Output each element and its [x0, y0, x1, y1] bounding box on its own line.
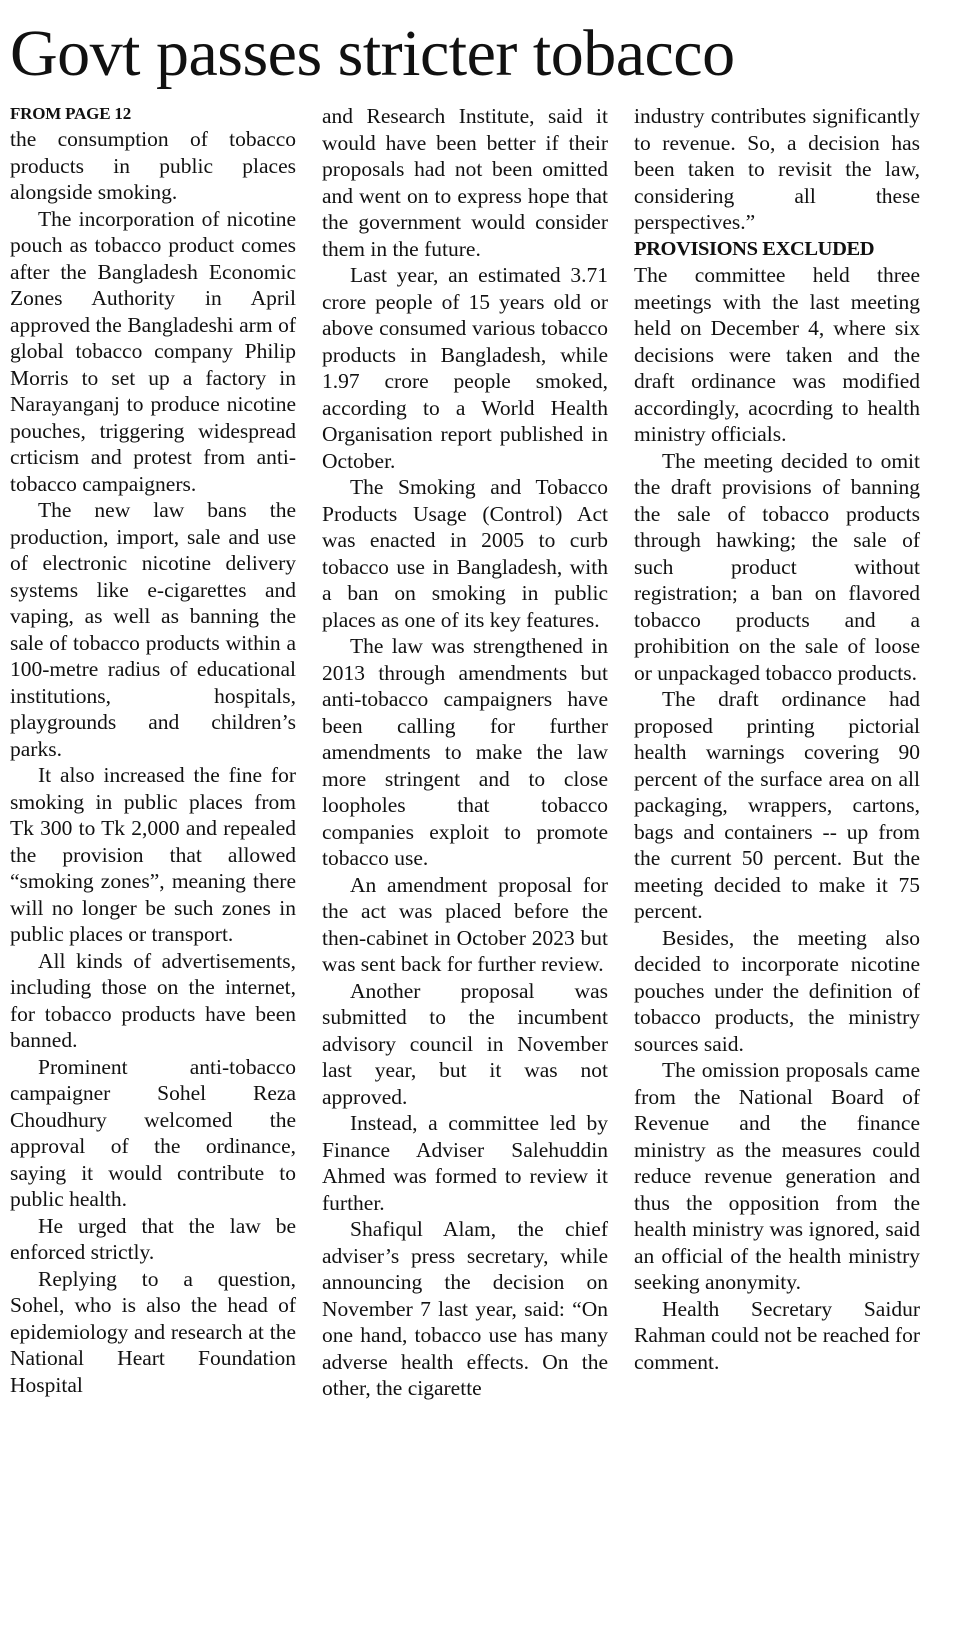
paragraph: An amendment proposal for the act was placed before the then-cabinet in October 2023 but was sent back for further review. [322, 872, 608, 976]
paragraph: Last year, an estimated 3.71 crore people of 15 years old or above consumed various tobacco products in Bangladesh, while 1.97 crore people smoked, according to a World Health Organisation report published in October. [322, 263, 608, 473]
article-column-2 [322, 103, 608, 1402]
article-column-3 [634, 103, 920, 1375]
section-subhead: PROVISIONS EXCLUDED [634, 237, 875, 260]
paragraph: Replying to a question, Sohel, who is also the head of epidemiology and research at the National Heart Foundation Hospital [10, 1266, 296, 1397]
paragraph: All kinds of advertisements, including those on the internet, for tobacco products have been banned. [10, 948, 296, 1052]
paragraph: The omission proposals came from the National Board of Revenue and the finance ministry as the measures could reduce revenue generation and thus the opposition from the health ministry was ignored, said an official of the health ministry seeking anonymity. [634, 1058, 920, 1294]
paragraph: The law was strengthened in 2013 through amendments but anti-tobacco campaigners have been calling for further amendments to make the law more stringent and to close loopholes that tobacco companies exploit to promote tobacco use. [322, 634, 608, 870]
paragraph: Prominent anti-tobacco campaigner Sohel Reza Choudhury welcomed the approval of the ordinance, saying it would contribute to public health. [10, 1054, 296, 1211]
paragraph: Another proposal was submitted to the incumbent advisory council in November last year, but it was not approved. [322, 978, 608, 1109]
paragraph: Health Secretary Saidur Rahman could not be reached for comment. [634, 1296, 920, 1374]
paragraph: Shafiqul Alam, the chief adviser’s press secretary, while announcing the decision on November 7 last year, said: “On one hand, tobacco use has many adverse health effects. On the other, the cigarette [322, 1217, 608, 1400]
paragraph: The incorporation of nicotine pouch as tobacco product comes after the Bangladesh Economic Zones Authority in April approved the Bangladeshi arm of global tobacco company Philip Morris to set up a factory in Narayanganj to produce nicotine pouches, triggering widespread crticism and protest from anti-tobacco campaigners. [10, 206, 296, 496]
paragraph: Instead, a committee led by Finance Adviser Salehuddin Ahmed was formed to review it further. [322, 1111, 608, 1215]
article-column-1 [10, 103, 296, 1398]
paragraph: Besides, the meeting also decided to incorporate nicotine pouches under the definition of tobacco products, the ministry sources said. [634, 925, 920, 1056]
paragraph: It also increased the fine for smoking in public places from Tk 300 to Tk 2,000 and repealed the provision that allowed “smoking zones”, meaning there will no longer be such zones in public places or transport. [10, 763, 296, 946]
headline: Govt passes stricter tobacco [10, 17, 735, 90]
paragraph: The committee held three meetings with the last meeting held on December 4, where six decisions were taken and the draft ordinance was modified accordingly, acocrding to health ministry officials. [634, 263, 920, 446]
jump-label: FROM PAGE 12 [10, 104, 131, 123]
paragraph: the consumption of tobacco products in public places alongside smoking. [10, 127, 296, 204]
paragraph: The new law bans the production, import, sale and use of electronic nicotine delivery systems like e-cigarettes and vaping, as well as banning the sale of tobacco products within a 100-metre radius of educational institutions, hospitals, playgrounds and children’s parks. [10, 498, 296, 761]
paragraph: The meeting decided to omit the draft provisions of banning the sale of tobacco products through hawking; the sale of such product without registration; a ban on flavored tobacco products and a prohibition on the sale of loose or unpackaged tobacco products. [634, 448, 920, 685]
paragraph: The Smoking and Tobacco Products Usage (Control) Act was enacted in 2005 to curb tobacco use in Bangladesh, with a ban on smoking in public places as one of its key features. [322, 475, 608, 632]
paragraph: He urged that the law be enforced strictly. [10, 1213, 296, 1264]
paragraph: industry contributes significantly to revenue. So, a decision has been taken to revisit the law, considering all these perspectives.” [634, 104, 920, 234]
paragraph: and Research Institute, said it would have been better if their proposals had not been omitted and went on to express hope that the government would consider them in the future. [322, 104, 608, 261]
paragraph: The draft ordinance had proposed printing pictorial health warnings covering 90 percent of the surface area on all packaging, wrappers, cartons, bags and containers -- up from the current 50 percent. But the meeting decided to make it 75 percent. [634, 687, 920, 923]
